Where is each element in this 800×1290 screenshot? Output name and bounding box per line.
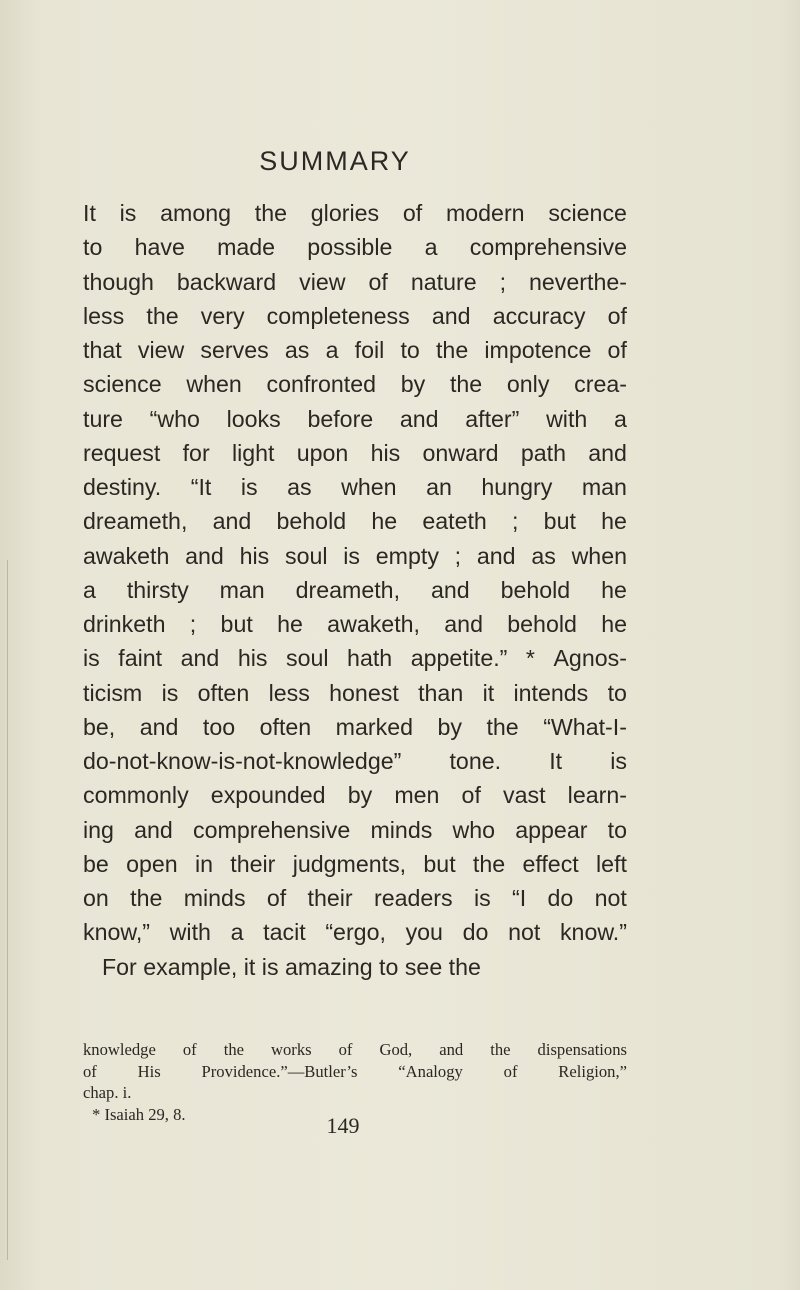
body-word: serves bbox=[200, 337, 269, 363]
body-word: their bbox=[230, 850, 276, 877]
body-word: a bbox=[424, 234, 438, 261]
text-line bbox=[83, 573, 627, 607]
body-word: but bbox=[543, 508, 576, 535]
body-word: It bbox=[83, 200, 96, 226]
page-edge-mark bbox=[7, 560, 8, 1260]
body-word: empty bbox=[375, 542, 439, 569]
footnote-word: of bbox=[182, 1040, 197, 1059]
body-word: and bbox=[476, 542, 516, 569]
body-word: less bbox=[268, 679, 310, 706]
text-line bbox=[83, 641, 627, 675]
body-word: and bbox=[185, 542, 224, 569]
body-word: he bbox=[371, 508, 398, 535]
body-word: often bbox=[259, 713, 312, 740]
body-word: as bbox=[531, 542, 556, 569]
body-word: of bbox=[368, 268, 388, 295]
body-word: ture bbox=[83, 405, 123, 432]
text-line bbox=[83, 230, 627, 264]
body-word: left bbox=[596, 850, 627, 877]
body-word: his bbox=[237, 645, 268, 672]
body-word: minds bbox=[370, 816, 433, 843]
body-word: before bbox=[307, 405, 374, 432]
body-word: upon bbox=[296, 439, 349, 466]
body-word: the bbox=[449, 371, 483, 398]
body-word: * bbox=[525, 645, 535, 672]
text-line bbox=[83, 813, 627, 847]
text-line bbox=[83, 950, 627, 984]
body-word: and bbox=[134, 816, 173, 843]
body-word: his bbox=[239, 542, 270, 569]
body-word: crea- bbox=[574, 371, 627, 398]
body-word: comprehensive bbox=[469, 234, 627, 261]
body-word: by bbox=[437, 713, 462, 740]
text-line bbox=[83, 881, 627, 915]
footnote-word: and bbox=[439, 1040, 464, 1059]
body-word: ; bbox=[499, 268, 507, 295]
body-word: man bbox=[219, 576, 265, 603]
body-word: he bbox=[601, 576, 627, 603]
body-word: you bbox=[405, 919, 443, 946]
body-word: by bbox=[347, 782, 373, 809]
body-word: it bbox=[482, 679, 495, 706]
body-word: minds bbox=[183, 885, 246, 911]
body-word: light bbox=[231, 439, 275, 466]
body-word: too bbox=[202, 713, 236, 740]
body-word: eateth bbox=[422, 508, 487, 535]
body-word: of bbox=[266, 885, 287, 911]
text-line bbox=[83, 744, 627, 778]
body-word: in bbox=[194, 850, 214, 877]
body-word: and bbox=[431, 302, 471, 329]
body-word: hungry bbox=[481, 474, 553, 500]
text-line bbox=[83, 710, 627, 744]
footnote-text: * Isaiah 29, 8. bbox=[92, 1104, 186, 1124]
body-word: the bbox=[146, 302, 179, 329]
body-word: looks bbox=[226, 405, 281, 432]
body-word: the bbox=[435, 337, 469, 363]
body-word: science bbox=[83, 371, 162, 398]
body-word: dreameth, bbox=[83, 508, 188, 535]
footnote-word: the bbox=[490, 1040, 511, 1059]
body-word: ; bbox=[454, 542, 462, 569]
body-word: ; bbox=[512, 508, 519, 535]
body-word: faint bbox=[118, 645, 163, 672]
body-word: completeness bbox=[266, 302, 410, 329]
body-word: he bbox=[601, 611, 627, 637]
body-word: and bbox=[430, 576, 470, 603]
body-word: be, bbox=[83, 713, 116, 740]
body-word: judgments, bbox=[292, 850, 407, 877]
body-word: hath bbox=[347, 645, 393, 672]
page-number bbox=[0, 1113, 800, 1139]
body-word: man bbox=[581, 474, 627, 500]
body-word: behold bbox=[507, 611, 577, 637]
body-word: awaketh, bbox=[327, 611, 420, 637]
body-word: modern bbox=[445, 200, 525, 226]
body-word: backward bbox=[176, 268, 277, 295]
body-word: an bbox=[426, 474, 452, 500]
body-word: and bbox=[399, 405, 439, 432]
body-word: soul bbox=[285, 645, 329, 672]
body-word: he bbox=[601, 508, 627, 535]
body-word: to bbox=[83, 234, 103, 261]
body-word: is bbox=[119, 200, 137, 226]
body-word: a bbox=[83, 576, 96, 603]
body-word: and bbox=[139, 713, 179, 740]
body-word: their bbox=[307, 885, 353, 911]
body-word: very bbox=[200, 302, 245, 329]
footnote-word: of bbox=[83, 1061, 97, 1081]
body-word: “It bbox=[190, 474, 212, 500]
body-word: do bbox=[462, 919, 489, 946]
body-word: of bbox=[607, 302, 627, 329]
footnote-word: knowledge bbox=[83, 1040, 156, 1059]
body-word: when bbox=[186, 371, 242, 398]
body-word: often bbox=[197, 679, 250, 706]
body-word: commonly bbox=[83, 782, 189, 809]
body-word: to bbox=[400, 337, 420, 363]
body-word: be bbox=[83, 850, 109, 877]
body-word: his bbox=[370, 439, 401, 466]
body-word: to bbox=[607, 816, 627, 843]
body-word: tone. bbox=[449, 748, 502, 774]
body-word: as bbox=[284, 337, 310, 363]
body-word: the bbox=[472, 850, 506, 877]
body-word: open bbox=[126, 850, 178, 877]
text-line bbox=[83, 504, 627, 538]
text-line bbox=[83, 607, 627, 641]
body-word: confronted bbox=[266, 371, 377, 398]
text-line bbox=[83, 402, 627, 436]
body-word: with bbox=[546, 405, 588, 432]
body-word: destiny. bbox=[83, 474, 162, 500]
footnote-word: works bbox=[271, 1040, 312, 1059]
body-word: by bbox=[400, 371, 426, 398]
text-line bbox=[83, 470, 627, 504]
text-line bbox=[83, 265, 627, 299]
body-word: behold bbox=[276, 508, 347, 535]
body-word: is bbox=[610, 748, 627, 774]
body-word: It bbox=[549, 748, 563, 774]
text-line bbox=[83, 847, 627, 881]
body-word: impotence bbox=[484, 337, 592, 363]
body-word: not bbox=[508, 919, 541, 946]
body-word: among bbox=[160, 200, 232, 226]
body-word: know,” bbox=[83, 919, 151, 946]
body-word: honest bbox=[329, 679, 399, 706]
body-word: have bbox=[134, 234, 185, 261]
footnote-line bbox=[83, 1082, 627, 1104]
text-line bbox=[83, 539, 627, 573]
text-line bbox=[83, 676, 627, 710]
body-word: is bbox=[161, 679, 179, 706]
body-word: view bbox=[299, 268, 346, 295]
body-word: Agnos- bbox=[553, 645, 627, 672]
body-word: neverthe- bbox=[529, 268, 627, 295]
footnote-word: of bbox=[338, 1040, 353, 1059]
text-line bbox=[83, 436, 627, 470]
footnote-text: chap. i. bbox=[83, 1083, 132, 1102]
body-word: tacit bbox=[263, 919, 306, 946]
body-word: and bbox=[588, 439, 627, 466]
body-word: is bbox=[83, 645, 100, 672]
body-word: accuracy bbox=[492, 302, 586, 329]
body-word: of bbox=[461, 782, 481, 809]
footnote-word: Religion,” bbox=[558, 1061, 627, 1081]
body-word: do-not-know-is-not-knowledge” bbox=[83, 748, 402, 774]
footnote-word: the bbox=[223, 1040, 244, 1059]
body-word: “ergo, bbox=[325, 919, 386, 946]
body-word: the bbox=[130, 885, 163, 911]
body-word: do bbox=[547, 885, 574, 911]
body-word: know.” bbox=[559, 919, 627, 946]
body-word: ticism bbox=[83, 679, 143, 706]
text-line bbox=[83, 299, 627, 333]
body-word: he bbox=[277, 611, 303, 637]
body-word: than bbox=[418, 679, 464, 706]
body-word: intends bbox=[513, 679, 589, 706]
body-word: that bbox=[83, 337, 122, 363]
body-word: “What-I- bbox=[543, 713, 627, 740]
body-word: only bbox=[506, 371, 550, 398]
body-word: a bbox=[614, 405, 627, 432]
body-word: of bbox=[607, 337, 627, 363]
body-word: with bbox=[169, 919, 211, 946]
body-word: marked bbox=[335, 713, 413, 740]
body-word: on bbox=[83, 885, 109, 911]
body-word: and bbox=[212, 508, 252, 535]
body-word: and bbox=[444, 611, 483, 637]
body-word: for bbox=[182, 439, 210, 466]
body-word: learn- bbox=[567, 782, 627, 809]
body-word: foil bbox=[354, 337, 385, 363]
body-word: when bbox=[341, 474, 397, 500]
body-word: “who bbox=[149, 405, 200, 432]
body-word: men bbox=[394, 782, 440, 809]
body-word: a bbox=[230, 919, 244, 946]
body-word: view bbox=[137, 337, 185, 363]
body-word: of bbox=[402, 200, 423, 226]
body-word: not bbox=[594, 885, 627, 911]
body-word: and bbox=[180, 645, 220, 672]
body-word: onward bbox=[422, 439, 499, 466]
body-word: to bbox=[607, 679, 627, 706]
body-word: the bbox=[486, 713, 519, 740]
body-word: effect bbox=[522, 850, 579, 877]
body-word: path bbox=[520, 439, 566, 466]
body-word: thirsty bbox=[126, 576, 189, 603]
body-word: is bbox=[343, 542, 361, 569]
body-word: is bbox=[240, 474, 258, 500]
body-word: awaketh bbox=[83, 542, 170, 569]
body-word: who bbox=[452, 816, 496, 843]
body-word: dreameth, bbox=[295, 576, 401, 603]
footnote-word: dispensations bbox=[537, 1040, 627, 1059]
body-word: science bbox=[548, 200, 627, 226]
body-word: glories bbox=[310, 200, 380, 226]
footnote-word: of bbox=[503, 1061, 518, 1081]
body-word: vast bbox=[503, 782, 546, 809]
footnote-word: Providence.”—Butler’s bbox=[201, 1061, 358, 1081]
body-word: but bbox=[220, 611, 253, 637]
footnote-word: His bbox=[137, 1061, 161, 1081]
body-word: ing bbox=[83, 816, 114, 843]
page-number-text: 149 bbox=[326, 1113, 360, 1138]
body-word: the bbox=[254, 200, 288, 226]
body-word: behold bbox=[500, 576, 571, 603]
body-word: readers bbox=[373, 885, 453, 911]
body-word: after” bbox=[465, 405, 520, 432]
body-word: drinketh bbox=[83, 611, 166, 637]
body-word: “I bbox=[512, 885, 527, 911]
body-word: soul bbox=[284, 542, 328, 569]
body-word: a bbox=[325, 337, 339, 363]
body-word: though bbox=[83, 268, 154, 295]
body-word: request bbox=[83, 439, 161, 466]
text-line bbox=[83, 333, 627, 367]
text-line bbox=[83, 778, 627, 812]
body-word: appetite.” bbox=[410, 645, 508, 672]
footnote-word: God, bbox=[379, 1040, 413, 1059]
body-word: appear bbox=[515, 816, 588, 843]
body-word: nature bbox=[410, 268, 477, 295]
page-heading-text: SUMMARY bbox=[259, 146, 411, 176]
body-word: is bbox=[473, 885, 491, 911]
body-word: comprehensive bbox=[193, 816, 351, 843]
body-word: when bbox=[571, 542, 627, 569]
body-word: ; bbox=[189, 611, 197, 637]
body-word: as bbox=[287, 474, 312, 500]
body-text bbox=[83, 196, 627, 984]
text-line bbox=[83, 915, 627, 949]
text-line bbox=[83, 196, 627, 230]
footnote-line bbox=[83, 1061, 627, 1083]
footnote-line bbox=[83, 1039, 627, 1061]
footnote-word: “Analogy bbox=[398, 1061, 463, 1081]
page-heading bbox=[0, 146, 800, 177]
text-line bbox=[83, 367, 627, 401]
body-word: less bbox=[83, 302, 125, 329]
body-text: For example, it is amazing to see the bbox=[102, 953, 481, 980]
body-word: but bbox=[423, 850, 456, 877]
body-word: possible bbox=[307, 234, 393, 261]
body-word: made bbox=[217, 234, 276, 261]
body-word: expounded bbox=[210, 782, 326, 809]
